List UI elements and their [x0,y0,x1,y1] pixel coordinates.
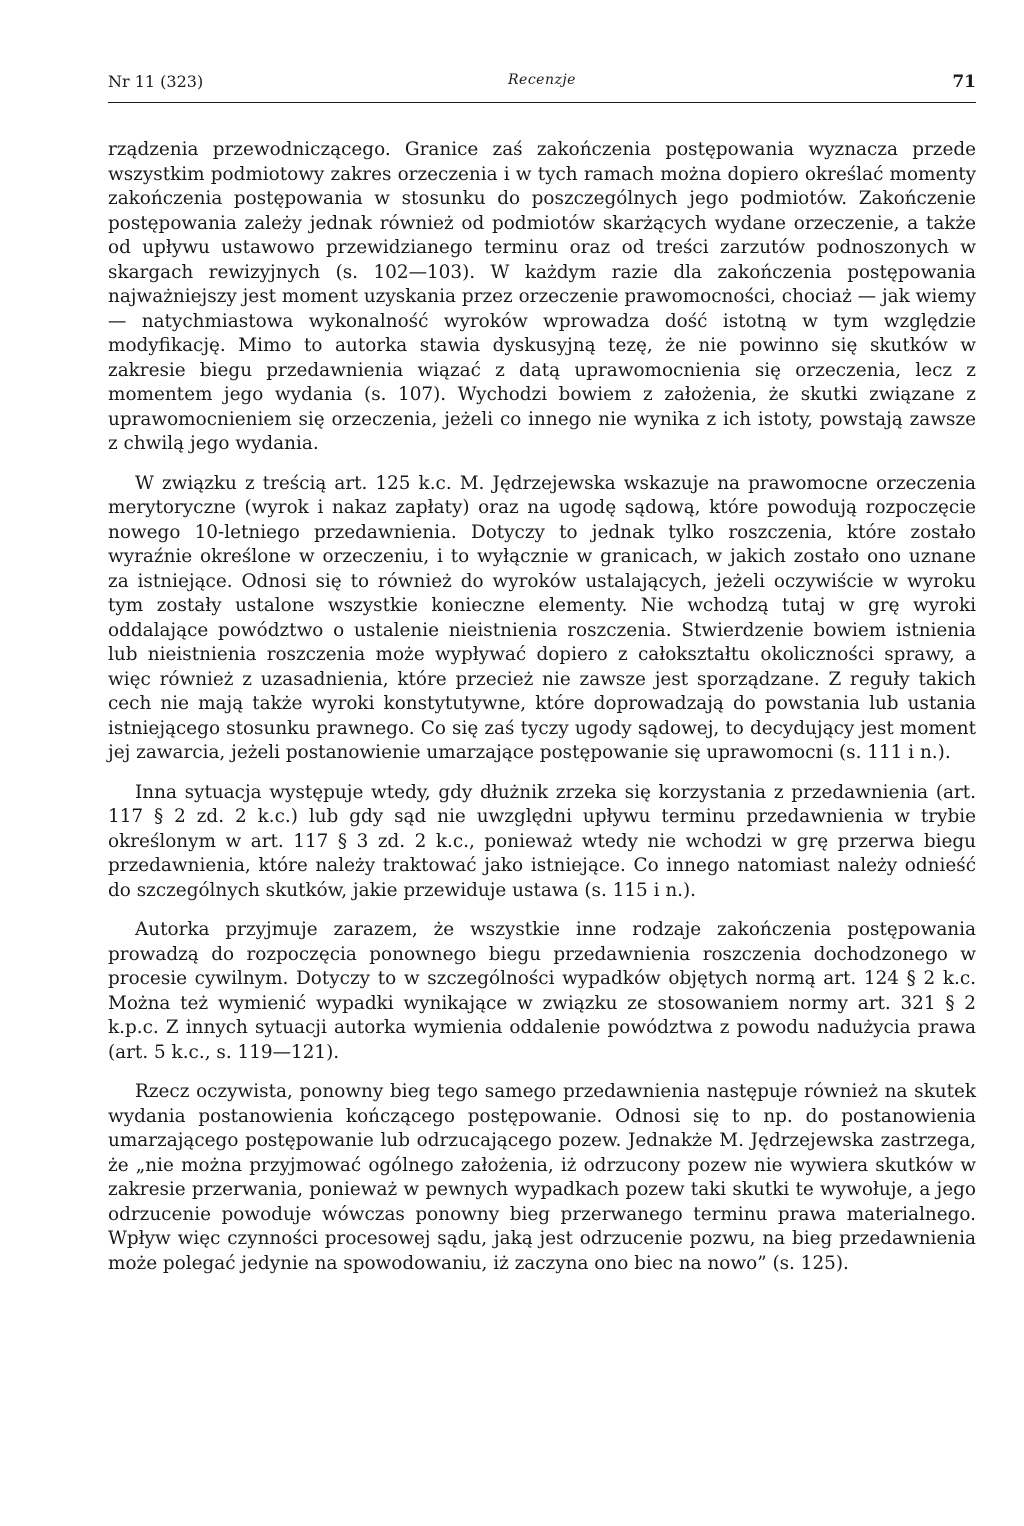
paragraph-1: rządzenia przewodniczącego. Granice zaś zakończenia postępowania wyznacza przede wszystkim podmiotowy zakres orzeczenia i w tych ramach można dopiero określać momenty zakończenia postępowania w stosunku do poszczególnych jego podmiotów. Zakończenie postępowania zależy jednak również od podmiotów skarżących wydane orzeczenie, a także od upływu ustawowo przewidzianego terminu oraz od treści zarzutów podnoszonych w skargach rewizyjnych (s. 102—103). W każdym razie dla zakończenia postępowania najważniejszy jest moment uzyskania przez orzeczenie prawomocności, chociaż — jak wiemy — natychmiastowa wykonalność wyroków wprowadza dość istotną w tym względzie modyfikację. Mimo to autorka stawia dyskusyjną tezę, że nie powinno się skutków w zakresie biegu przedawnienia wiązać z datą uprawomocnienia się orzeczenia, lecz z momentem jego wydania (s. 107). Wychodzi bowiem z założenia, że skutki związane z uprawomocnieniem się orzeczenia, jeżeli co innego nie wynika z ich istoty, powstają zawsze z chwilą jego wydania. [108,139,976,454]
section-title: Recenzje [508,72,576,88]
paragraph-2: W związku z treścią art. 125 k.c. M. Jędrzejewska wskazuje na prawomocne orzeczenia merytoryczne (wyrok i nakaz zapłaty) oraz na ugodę sądową, które powodują rozpoczęcie nowego 10-letniego przedawnienia. Dotyczy to jednak tylko roszczenia, które zostało wyraźnie określone w orzeczeniu, i to wyłącznie w granicach, w jakich zostało ono uznane za istniejące. Odnosi się to również do wyroków ustalających, jeżeli oczywiście w wyroku tym zostały ustalone wszystkie konieczne elementy. Nie wchodzą tutaj w grę wyroki oddalające powództwo o ustalenie nieistnienia roszczenia. Stwierdzenie bowiem istnienia lub nieistnienia roszczenia może wypływać dopiero z całokształtu okoliczności sprawy, a więc również z uzasadnienia, które przecież nie zawsze jest sporządzane. Z reguły takich cech nie mają także wyroki konstytutywne, które doprowadzają do powstania lub ustania istniejącego stosunku prawnego. Co się zaś tyczy ugody sądowej, to decydujący jest moment jej zawarcia, jeżeli postanowienie umarzające postępowanie się uprawomocni (s. 111 i n.). [108,472,976,763]
paragraph-5: Rzecz oczywista, ponowny bieg tego samego przedawnienia następuje również na skutek wydania postanowienia kończącego postępowanie. Odnosi się to np. do postanowienia umarzającego postępowanie lub odrzucającego pozew. Jednakże M. Jędrzejewska zastrzega, że „nie można przyjmować ogólnego założenia, iż odrzucony pozew nie wywiera skutków w zakresie przerwania, ponieważ w pewnych wypadkach pozew taki skutki te wywołuje, a jego odrzucenie powoduje wówczas ponowny bieg przerwanego terminu prawa materialnego. Wpływ więc czynności procesowej sądu, jaką jest odrzucenie pozwu, na bieg przedawnienia może polegać jedynie na spowodowaniu, iż zaczyna ono biec na nowo” (s. 125). [108,1081,976,1274]
page-number: 71 [952,72,976,92]
header-rule [108,102,976,103]
running-head [108,72,976,96]
paragraph-3: Inna sytuacja występuje wtedy, gdy dłużnik zrzeka się korzystania z przedawnienia (art. 117 § 2 zd. 2 k.c.) lub gdy sąd nie uwzględni upływu terminu przedawnienia w trybie określonym w art. 117 § 3 zd. 2 k.c., ponieważ wtedy nie wchodzi w grę przerwa biegu przedawnienia, które należy traktować jako istniejące. Co innego natomiast należy odnieść do szczególnych skutków, jakie przewiduje ustawa (s. 115 i n.). [108,781,976,901]
article-body [108,138,976,1291]
paragraph-4: Autorka przyjmuje zarazem, że wszystkie inne rodzaje zakończenia postępowania prowadzą do rozpoczęcia ponownego biegu przedawnienia roszczenia dochodzonego w procesie cywilnym. Dotyczy to w szczególności wypadków objętych normą art. 124 § 2 k.c. Można też wymienić wypadki wynikające w związku ze stosowaniem normy art. 321 § 2 k.p.c. Z innych sytuacji autorka wymienia oddalenie powództwa z powodu nadużycia prawa (art. 5 k.c., s. 119—121). [108,919,976,1063]
issue-number: Nr 11 (323) [108,72,204,91]
